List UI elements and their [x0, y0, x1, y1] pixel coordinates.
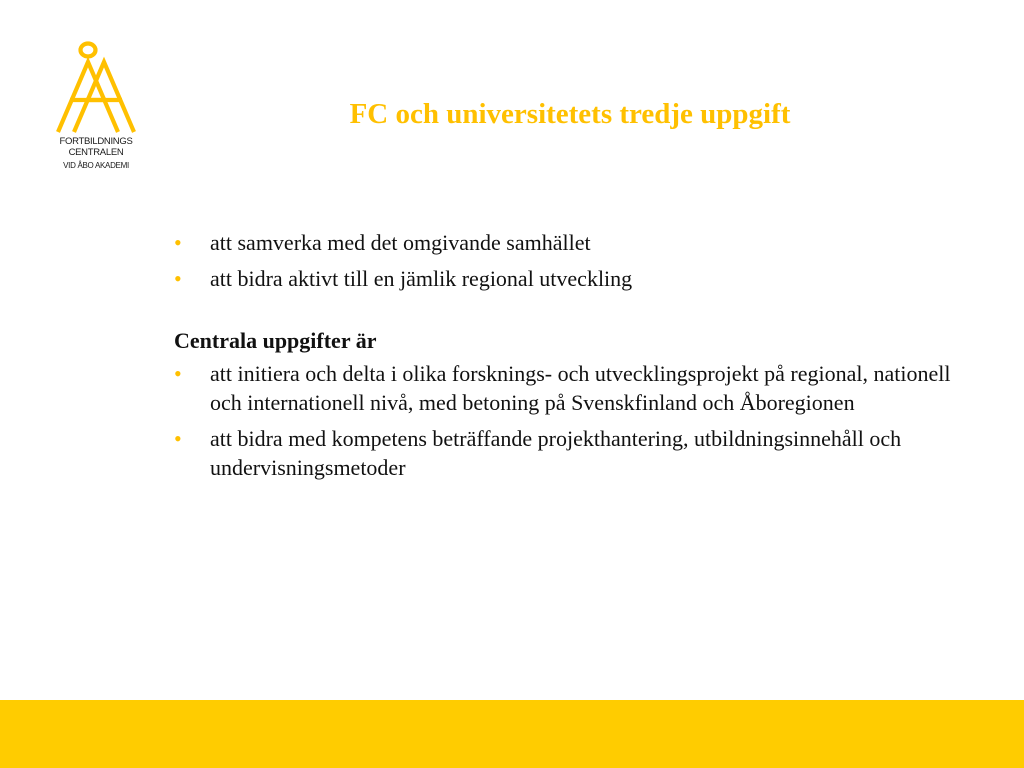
aa-monogram-logo-icon [48, 40, 144, 136]
section-bullet-list [174, 359, 954, 482]
bullet-text: att bidra aktivt till en jämlik regional utveckling [210, 266, 633, 291]
logo [48, 40, 144, 182]
bullet-icon: • [174, 426, 182, 451]
bullet-text: att samverka med det omgivande samhället [210, 230, 591, 255]
bullet-icon: • [174, 230, 182, 255]
slide-title: FC och universitetets tredje uppgift [349, 98, 791, 130]
spacer [174, 300, 954, 326]
bullet-icon: • [174, 361, 182, 386]
logo-line-3: VID ÅBO AKADEMI [63, 161, 129, 170]
bullet-icon: • [174, 266, 182, 291]
logo-line-1: FORTBILDNINGS [59, 136, 133, 147]
section-heading: Centrala uppgifter är [174, 328, 377, 353]
bullet-text: att initiera och delta i olika forsknings- och utvecklingsprojekt på regional, nationell och internationell nivå, med betoning på Svenskfinland och Åboregionen [210, 361, 951, 415]
footer-bar [0, 700, 1024, 768]
logo-line-2: CENTRALEN [68, 147, 124, 158]
bullet-item [174, 264, 954, 293]
bullet-item [174, 359, 954, 417]
logo-text [48, 136, 144, 171]
bullet-item [174, 424, 954, 482]
intro-bullet-list [174, 228, 954, 293]
bullet-text: att bidra med kompetens beträffande projekthantering, utbildningsinnehåll och undervisningsmetoder [210, 426, 902, 480]
slide-body [174, 228, 954, 489]
bullet-item [174, 228, 954, 257]
